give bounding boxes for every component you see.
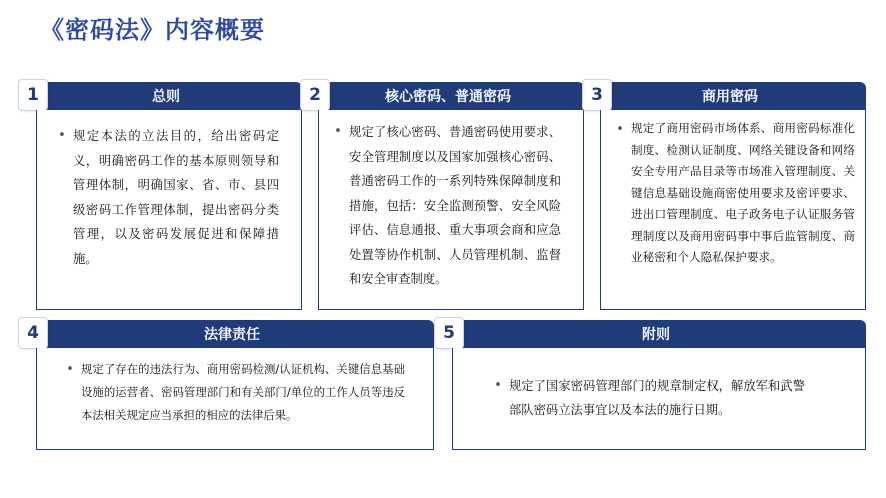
section-card-core-common-crypto <box>309 82 584 310</box>
section-text: 规定了核心密码、普通密码使用要求、安全管理制度以及国家加强核心密码、普通密码工作的一系列特殊保障制度和措施，包括：安全监测预警、安全风险评估、信息通报、重大事项会商和应急处置等协作机制、人员管理机制、监督和安全审查制度。 <box>349 125 561 286</box>
section-body <box>318 110 584 310</box>
section-card-commercial-crypto <box>591 82 866 310</box>
bullet-icon: • <box>334 124 342 139</box>
bullet-icon: • <box>66 362 74 377</box>
bullet-icon: • <box>58 128 66 143</box>
section-header <box>30 320 434 348</box>
section-body <box>600 110 866 310</box>
section-title: 总则 <box>152 89 180 105</box>
section-number-badge: 4 <box>18 317 48 349</box>
section-title: 商用密码 <box>702 89 758 105</box>
page-title: 《密码法》内容概要 <box>40 16 265 44</box>
section-header <box>594 82 866 110</box>
section-body <box>36 110 302 310</box>
section-body <box>36 348 434 450</box>
section-card-supplementary <box>443 320 866 450</box>
section-text: 规定了商用密码市场体系、商用密码标准化制度、检测认证制度、网络关键设备和网络安全专用产品目录等市场准入管理制度、关键信息基础设施商密使用要求及密评要求、进出口管理制度、电子政务电子认证服务管理制度以及商用密码事中事后监管制度、商业秘密和个人隐私保护要求。 <box>631 121 855 264</box>
section-title: 附则 <box>642 327 670 343</box>
section-body <box>452 348 866 450</box>
section-number-badge: 1 <box>18 79 48 111</box>
section-header <box>30 82 302 110</box>
section-number-badge: 2 <box>300 79 330 111</box>
section-card-general <box>27 82 302 310</box>
section-title: 核心密码、普通密码 <box>385 89 511 105</box>
section-header <box>312 82 584 110</box>
section-title: 法律责任 <box>204 327 260 343</box>
section-text: 规定了存在的违法行为、商用密码检测/认证机构、关键信息基础设施的运营者、密码管理部门和有关部门/单位的工作人员等违反本法相关规定应当承担的相应的法律后果。 <box>81 362 405 422</box>
bullet-icon: • <box>616 122 624 137</box>
section-text: 规定了国家密码管理部门的规章制定权，解放军和武警部队密码立法事宜以及本法的施行日期。 <box>509 379 805 417</box>
section-number-badge: 3 <box>582 79 612 111</box>
section-number-badge: 5 <box>434 317 464 349</box>
section-card-legal-liability <box>27 320 434 450</box>
section-text: 规定本法的立法目的，给出密码定义，明确密码工作的基本原则领导和管理体制，明确国家、省、市、县四级密码工作管理体制，提出密码分类管理，以及密码发展促进和保障措施。 <box>73 129 279 266</box>
bullet-icon: • <box>494 378 502 393</box>
section-header <box>446 320 866 348</box>
